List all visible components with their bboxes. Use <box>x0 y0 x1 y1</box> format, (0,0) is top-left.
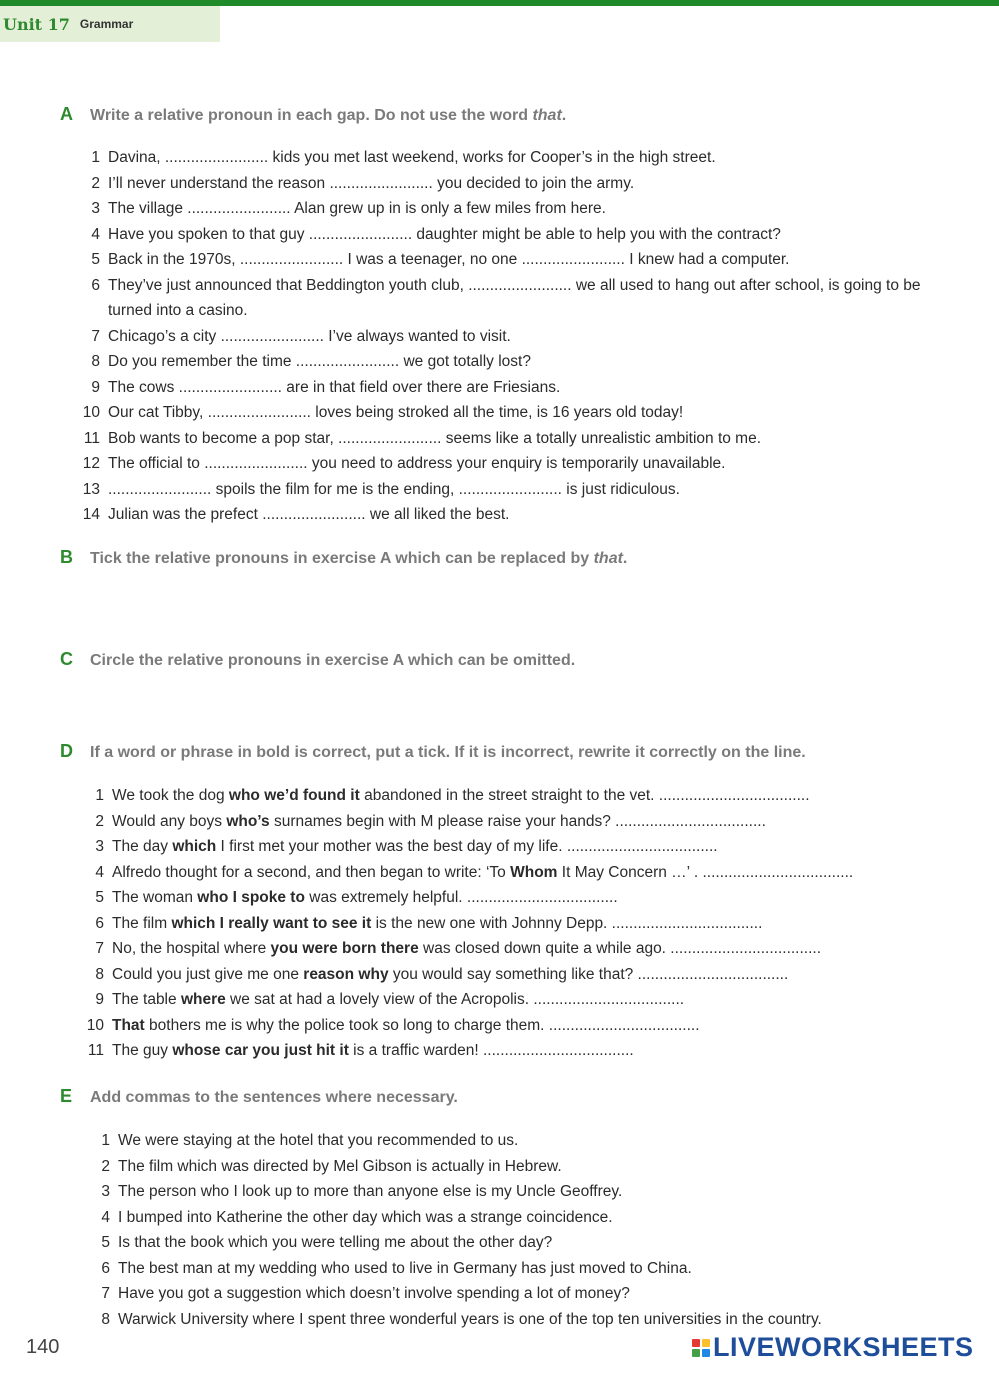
item-number: 5 <box>95 889 104 906</box>
item-number: 4 <box>95 863 104 881</box>
bold-phrase: who we’d found it <box>228 787 360 804</box>
list-item <box>80 196 930 222</box>
item-text <box>112 966 788 983</box>
item-text-after: I first met your mother was the best day of my life. ................................... <box>216 838 718 855</box>
item-text-before: The woman <box>112 889 198 906</box>
section-b-instruction: Tick the relative pronouns in exercise A which can be replaced by that. <box>90 550 628 567</box>
list-item <box>80 222 930 248</box>
liveworksheets-logo-text: LIVEWORKSHEETS <box>713 1332 974 1362</box>
item-number: 2 <box>101 1157 110 1175</box>
section-e-list <box>90 1128 970 1332</box>
item-text-before: Would any boys <box>112 812 227 830</box>
item-number: 7 <box>101 1285 110 1302</box>
item-text-after: abandoned in the street straight to the vet. ................................... <box>359 787 810 804</box>
list-item <box>90 1230 970 1256</box>
item-number: 10 <box>82 404 100 421</box>
item-text <box>112 813 766 830</box>
item-number: 3 <box>91 200 100 217</box>
item-number: 7 <box>91 327 100 345</box>
list-item <box>84 1038 964 1064</box>
list-item <box>80 451 930 477</box>
item-text <box>112 838 718 855</box>
item-number: 7 <box>95 940 104 957</box>
item-text: Have you spoken to that guy ........................ daughter might be able to help you with the contract? <box>108 225 781 243</box>
section-b-heading <box>60 547 627 568</box>
list-item <box>80 145 930 171</box>
section-e-heading <box>60 1086 458 1107</box>
item-text-after: we sat at had a lovely view of the Acropolis. ................................... <box>225 991 685 1008</box>
list-item <box>80 426 930 452</box>
item-number: 12 <box>82 455 100 472</box>
item-text: They’ve just announced that Beddington youth club, ........................ we all used to hang out after school, is going to be turned into a casino. <box>108 276 921 319</box>
list-item <box>80 400 930 426</box>
item-text <box>112 1042 634 1059</box>
bold-phrase: who I spoke to <box>197 889 305 906</box>
list-item <box>90 1205 970 1231</box>
item-text: Julian was the prefect ........................ we all liked the best. <box>108 506 510 523</box>
page-number: 140 <box>26 1336 60 1358</box>
item-number: 8 <box>101 1310 110 1328</box>
item-text: The village ........................ Alan grew up in is only a few miles from here. <box>108 200 606 217</box>
item-text-before: The table <box>112 991 181 1008</box>
list-item <box>84 783 964 809</box>
list-item <box>90 1154 970 1180</box>
item-text <box>112 1017 700 1034</box>
list-item <box>84 1013 964 1039</box>
item-text <box>112 915 762 932</box>
list-item <box>80 324 930 350</box>
list-item <box>84 885 964 911</box>
item-text-before: The guy <box>112 1042 173 1059</box>
section-d-instruction: If a word or phrase in bold is correct, put a tick. If it is incorrect, rewrite it correctly on the line. <box>90 744 806 761</box>
list-item <box>90 1307 970 1333</box>
item-text-before: The film <box>112 914 172 932</box>
list-item <box>80 502 930 528</box>
list-item <box>84 860 964 886</box>
item-text: Bob wants to become a pop star, ........................ seems like a totally unrealistic ambition to me. <box>108 429 762 447</box>
item-text-before: The day <box>112 838 173 855</box>
item-text: I’ll never understand the reason ........................ you decided to join the army. <box>108 174 635 192</box>
item-text: Back in the 1970s, ........................ I was a teenager, no one ........................ I knew had a computer. <box>108 251 790 268</box>
item-number: 4 <box>101 1208 110 1226</box>
list-item <box>80 171 930 197</box>
bold-phrase: which <box>172 838 217 855</box>
item-text: Davina, ........................ kids you met last weekend, works for Cooper’s in the high street. <box>108 149 716 166</box>
item-text: The person who I look up to more than anyone else is my Uncle Geoffrey. <box>118 1183 623 1200</box>
item-text: The best man at my wedding who used to live in Germany has just moved to China. <box>118 1259 692 1277</box>
item-text-after: was extremely helpful. ................................... <box>304 889 618 906</box>
item-number: 4 <box>91 225 100 243</box>
item-text-before: Alfredo thought for a second, and then began to write: ‘To <box>112 863 511 881</box>
unit-header <box>0 6 220 42</box>
section-d-letter: D <box>60 741 73 761</box>
item-text-after: you would say something like that? ................................... <box>388 965 789 983</box>
section-c-heading <box>60 649 575 670</box>
list-item <box>80 247 930 273</box>
item-number: 2 <box>95 812 104 830</box>
item-text: Do you remember the time ........................ we got totally lost? <box>108 353 531 370</box>
item-number: 9 <box>91 378 100 396</box>
list-item <box>80 273 930 324</box>
item-text: Warwick University where I spent three wonderful years is one of the top ten universities in the country. <box>118 1310 822 1328</box>
section-a-letter: A <box>60 104 73 124</box>
item-number: 5 <box>91 251 100 268</box>
section-d-heading <box>60 741 806 762</box>
item-text: The cows ........................ are in that field over there are Friesians. <box>108 378 561 396</box>
bold-phrase: where <box>180 991 226 1008</box>
item-text-after: bothers me is why the police took so long to charge them. ................................... <box>144 1016 700 1034</box>
unit-topic: Grammar <box>79 17 134 31</box>
section-c-letter: C <box>60 649 73 669</box>
list-item <box>80 477 930 503</box>
item-number: 6 <box>101 1259 110 1277</box>
item-number: 1 <box>91 149 100 166</box>
liveworksheets-logo-icon <box>692 1339 710 1357</box>
item-text: I bumped into Katherine the other day which was a strange coincidence. <box>118 1208 613 1226</box>
item-number: 1 <box>95 787 104 804</box>
list-item <box>84 911 964 937</box>
bold-phrase: which I really want to see it <box>171 914 372 932</box>
item-text: The official to ........................ you need to address your enquiry is temporarily unavailable. <box>108 455 726 472</box>
item-number: 11 <box>87 1042 104 1059</box>
list-item <box>84 962 964 988</box>
item-number: 14 <box>82 506 100 523</box>
item-number: 3 <box>101 1183 110 1200</box>
section-a-instruction: Write a relative pronoun in each gap. Do not use the word that. <box>90 107 567 124</box>
list-item <box>90 1281 970 1307</box>
item-text <box>112 864 853 881</box>
section-b-letter: B <box>60 547 73 567</box>
item-number: 10 <box>86 1016 104 1034</box>
item-text <box>112 787 810 804</box>
item-number: 8 <box>95 965 104 983</box>
list-item <box>90 1179 970 1205</box>
item-text-after: is a traffic warden! ................................... <box>348 1042 634 1059</box>
item-number: 6 <box>91 276 100 294</box>
list-item <box>84 809 964 835</box>
item-number: 13 <box>82 480 100 498</box>
item-text: The film which was directed by Mel Gibson is actually in Hebrew. <box>118 1157 562 1175</box>
bold-phrase: That <box>112 1016 145 1034</box>
item-text-after: is the new one with Johnny Depp. ................................... <box>371 914 763 932</box>
liveworksheets-logo <box>692 1332 974 1363</box>
bold-phrase: you were born there <box>270 940 419 957</box>
item-text-after: surnames begin with M please raise your hands? ................................... <box>269 812 766 830</box>
list-item <box>90 1256 970 1282</box>
section-a-heading <box>60 104 566 125</box>
item-text: Is that the book which you were telling me about the other day? <box>118 1234 553 1251</box>
item-number: 1 <box>101 1132 110 1149</box>
section-c-instruction: Circle the relative pronouns in exercise A which can be omitted. <box>90 652 576 669</box>
item-text: Our cat Tibby, ........................ loves being stroked all the time, is 16 years old today! <box>108 404 684 421</box>
list-item <box>90 1128 970 1154</box>
bold-phrase: Whom <box>510 863 558 881</box>
list-item <box>84 936 964 962</box>
list-item <box>80 375 930 401</box>
bold-phrase: reason why <box>303 965 389 983</box>
item-number: 11 <box>83 429 100 447</box>
item-text: Have you got a suggestion which doesn’t involve spending a lot of money? <box>118 1285 630 1302</box>
item-text <box>112 940 821 957</box>
item-text: We were staying at the hotel that you recommended to us. <box>118 1132 519 1149</box>
item-text: ........................ spoils the film for me is the ending, ........................ is just ridiculous. <box>108 480 680 498</box>
item-text: Chicago’s a city ........................ I’ve always wanted to visit. <box>108 327 511 345</box>
item-text <box>112 889 618 906</box>
item-text-before: We took the dog <box>112 787 229 804</box>
item-text-after: was closed down quite a while ago. ................................... <box>418 940 822 957</box>
item-text-before: Could you just give me one <box>112 965 304 983</box>
list-item <box>84 834 964 860</box>
section-e-instruction: Add commas to the sentences where necessary. <box>90 1089 458 1106</box>
item-number: 2 <box>91 174 100 192</box>
section-e-letter: E <box>60 1086 73 1106</box>
item-text-before: No, the hospital where <box>112 940 271 957</box>
section-a-list <box>80 145 930 528</box>
bold-phrase: whose car you just hit it <box>172 1042 349 1059</box>
list-item <box>80 349 930 375</box>
unit-label: Unit 17 <box>3 14 70 34</box>
item-number: 6 <box>95 914 104 932</box>
section-d-list <box>84 783 964 1064</box>
item-number: 9 <box>95 991 104 1008</box>
list-item <box>84 987 964 1013</box>
item-number: 5 <box>101 1234 110 1251</box>
item-number: 8 <box>91 353 100 370</box>
item-number: 3 <box>95 838 104 855</box>
bold-phrase: who’s <box>226 812 270 830</box>
item-text-after: It May Concern …’ . ................................... <box>557 863 854 881</box>
item-text <box>112 991 684 1008</box>
